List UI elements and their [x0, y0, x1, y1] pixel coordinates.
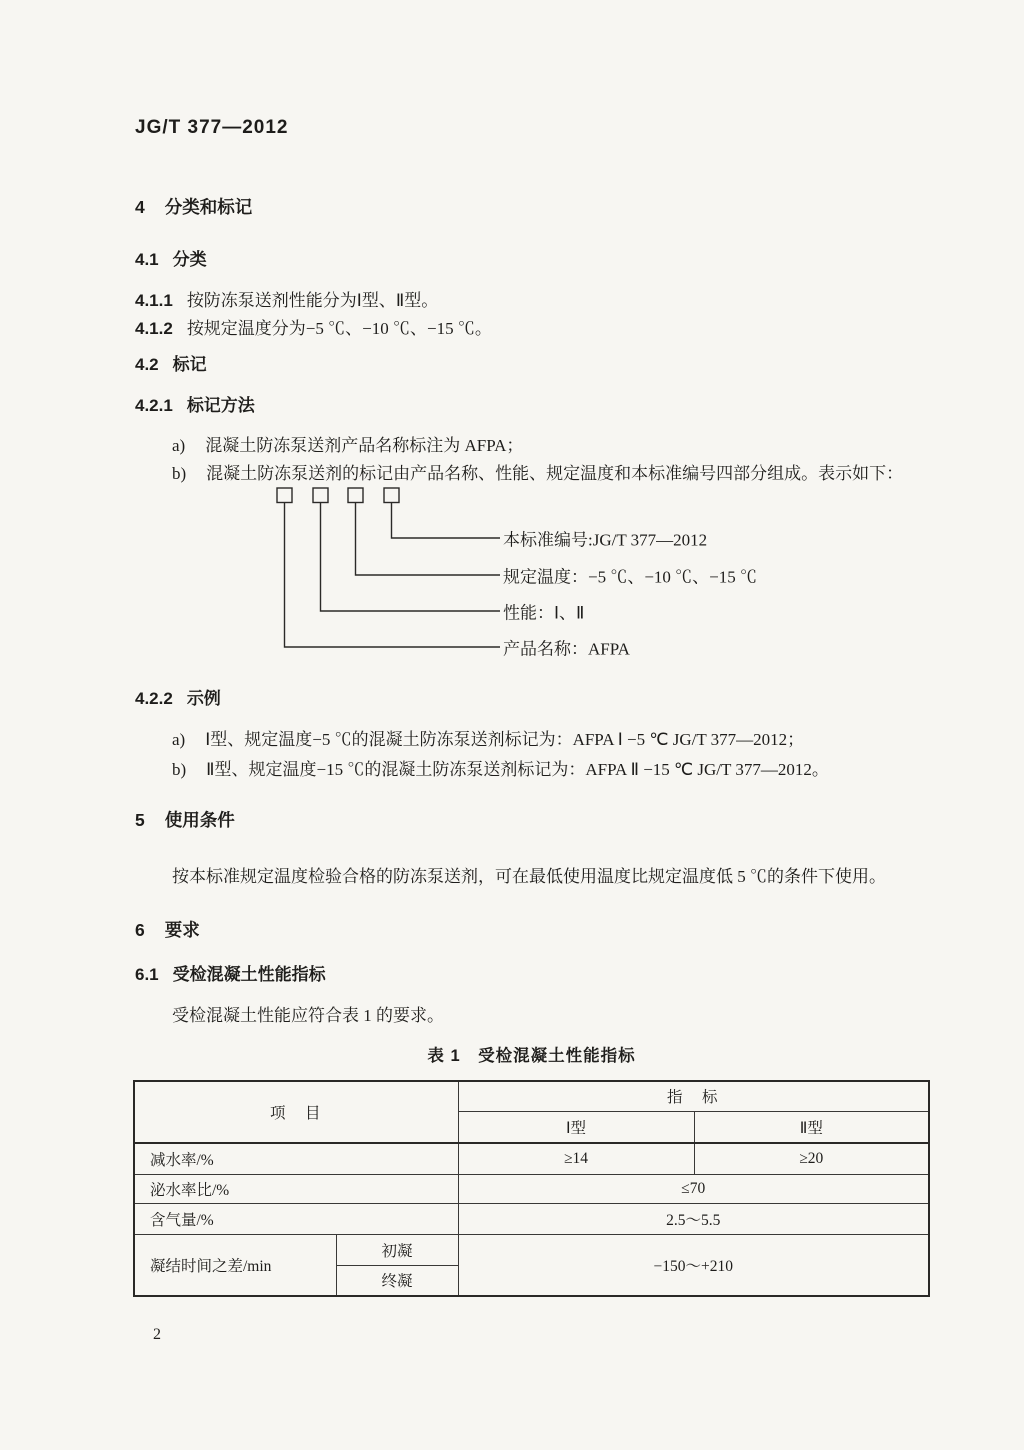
section-title: 要求 [164, 920, 200, 940]
table-row [134, 1143, 929, 1174]
section-title: 示例 [186, 689, 221, 708]
section-title: 标记 [172, 355, 207, 374]
diagram-label-performance: 性能：Ⅰ、Ⅱ [503, 603, 585, 623]
leader-line-performance [321, 503, 501, 612]
table-row [134, 1203, 929, 1234]
clause-text: 按防冻泵送剂性能分为Ⅰ型、Ⅱ型。 [186, 291, 439, 310]
section-title: 分类 [172, 250, 207, 269]
section-4-2-2-heading [135, 684, 221, 709]
section-number: 4.1 [135, 250, 159, 269]
section-4-heading [135, 194, 252, 219]
section-5-heading [135, 807, 235, 832]
list-item-label: a) [172, 730, 186, 749]
section-title: 分类和标记 [164, 197, 253, 217]
header-item: 项 目 [134, 1081, 458, 1143]
clause-number: 4.1.1 [135, 291, 173, 310]
list-item-label: b) [172, 464, 187, 483]
header-indicator: 指 标 [458, 1081, 929, 1111]
diagram-box-2 [313, 488, 328, 503]
list-item-text: Ⅰ型、规定温度−5 ℃的混凝土防冻泵送剂标记为：AFPA Ⅰ −5 ℃ JG/T 377—2012； [205, 730, 805, 749]
row-label: 凝结时间之差/min [134, 1234, 336, 1296]
row-label: 减水率/% [134, 1143, 458, 1174]
table-1 [133, 1080, 930, 1297]
performance-table [133, 1080, 930, 1297]
section-6-1-heading [135, 960, 326, 985]
list-item-label: b) [172, 760, 187, 779]
cell-sub-label-initial: 初凝 [336, 1234, 458, 1265]
cell-type2-value: ≥20 [694, 1143, 929, 1174]
clause-number: 4.1.2 [135, 319, 173, 338]
table-caption: 表 1 受检混凝土性能指标 [427, 1047, 636, 1065]
diagram-box-3 [348, 488, 363, 503]
leader-line-standard-number [392, 503, 501, 539]
diagram-box-4 [384, 488, 399, 503]
list-item-text: Ⅱ型、规定温度−15 ℃的混凝土防冻泵送剂标记为：AFPA Ⅱ −15 ℃ JG/T 377—2012。 [206, 760, 829, 779]
list-item-a [172, 431, 523, 456]
section-title: 使用条件 [164, 810, 235, 830]
leader-line-specified-temperature [356, 503, 501, 576]
diagram-label-specified-temperature: 规定温度：−5 ℃、−10 ℃、−15 ℃ [503, 567, 758, 587]
doc-number: JG/T 377—2012 [135, 117, 289, 138]
clause-text: 按规定温度分为−5 ℃、−10 ℃、−15 ℃。 [186, 319, 492, 338]
section-number: 6.1 [135, 965, 159, 984]
cell-sub-label-final: 终凝 [336, 1265, 458, 1296]
section-4-2-1-heading [135, 391, 255, 416]
list-item-label: a) [172, 436, 186, 455]
diagram-box-1 [277, 488, 292, 503]
cell-value: 2.5～5.5 [458, 1203, 929, 1234]
section-6-heading [135, 917, 200, 942]
section-title: 标记方法 [186, 396, 255, 415]
list-item-b [172, 459, 903, 484]
diagram-label-product-name: 产品名称：AFPA [503, 639, 630, 659]
row-label: 含气量/% [134, 1203, 458, 1234]
list-item-text: 混凝土防冻泵送剂产品名称标注为 AFPA； [205, 436, 524, 455]
cell-type1-value: ≥14 [458, 1143, 694, 1174]
section-5-body: 按本标准规定温度检验合格的防冻泵送剂，可在最低使用温度比规定温度低 5 ℃的条件下使用。 [172, 867, 886, 886]
section-number: 6 [135, 920, 145, 940]
section-title: 受检混凝土性能指标 [172, 965, 326, 984]
section-number: 4.2 [135, 355, 159, 374]
example-item-b [172, 755, 829, 780]
cell-value: −150～+210 [458, 1234, 929, 1296]
section-number: 4.2.2 [135, 689, 173, 708]
section-4-1-heading [135, 245, 207, 270]
diagram-label-standard-number: 本标准编号:JG/T 377—2012 [503, 530, 708, 550]
page-number: 2 [153, 1326, 161, 1343]
row-label: 泌水率比/% [134, 1174, 458, 1203]
table-row [134, 1174, 929, 1203]
cell-value: ≤70 [458, 1174, 929, 1203]
clause-4-1-2 [135, 314, 492, 339]
clause-4-1-1 [135, 286, 438, 311]
section-4-2-heading [135, 350, 207, 375]
section-number: 4 [135, 197, 145, 217]
table-row [134, 1234, 929, 1265]
header-type1: Ⅰ型 [458, 1111, 694, 1143]
list-item-text: 混凝土防冻泵送剂的标记由产品名称、性能、规定温度和本标准编号四部分组成。表示如下： [206, 464, 904, 483]
example-item-a [172, 725, 804, 750]
table-header-row-1 [134, 1081, 929, 1111]
section-6-1-body: 受检混凝土性能应符合表 1 的要求。 [172, 1006, 444, 1025]
header-type2: Ⅱ型 [694, 1111, 929, 1143]
section-number: 4.2.1 [135, 396, 173, 415]
section-number: 5 [135, 810, 145, 830]
